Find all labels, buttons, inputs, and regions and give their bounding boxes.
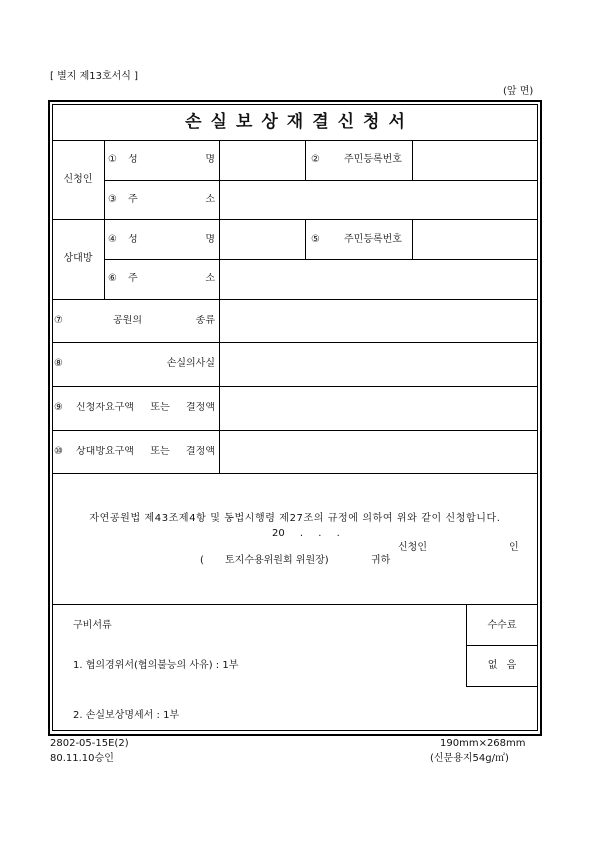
applicant-address-cell bbox=[220, 181, 537, 219]
counterparty-address-number: ⑥ bbox=[108, 273, 117, 284]
counterparty-rrn-label: 주민등록번호 bbox=[344, 234, 402, 245]
declaration-date: 20 . . . bbox=[272, 528, 340, 539]
counterparty-name-number: ④ bbox=[108, 234, 117, 245]
fee-value: 없 음 bbox=[487, 660, 517, 671]
loss-facts-label: 손실의사실 bbox=[166, 358, 215, 369]
loss-facts-number: ⑧ bbox=[54, 358, 63, 369]
counterparty-demand-number: ⑩ bbox=[54, 446, 63, 457]
applicant-demand-number: ⑨ bbox=[54, 402, 63, 413]
grid-line-v bbox=[305, 140, 306, 180]
grid-line-v bbox=[466, 604, 467, 686]
applicant-section-label: 신청인 bbox=[63, 174, 93, 185]
applicant-name-number: ① bbox=[108, 154, 117, 165]
counterparty-demand-cell bbox=[220, 431, 537, 473]
grid-line-v bbox=[305, 219, 306, 259]
documents-heading: 구비서류 bbox=[73, 620, 112, 631]
declaration-statement: 자연공원법 제43조제4항 및 동법시행령 제27조의 규정에 의하여 위와 같이 신청합니다. bbox=[89, 513, 501, 524]
counterparty-demand-label: 상대방요구액 또는 결정액 bbox=[76, 446, 215, 457]
form-number: [ 별지 제13호서식 ] bbox=[50, 71, 139, 82]
footer-form-code: 2802-05-15E(2) bbox=[50, 738, 129, 749]
counterparty-name-cell bbox=[220, 220, 305, 259]
applicant-demand-label: 신청자요구액 또는 결정액 bbox=[76, 402, 215, 413]
counterparty-section-label: 상대방 bbox=[63, 253, 93, 264]
loss-facts-cell bbox=[220, 343, 537, 386]
counterparty-address-label: 주 소 bbox=[128, 273, 215, 284]
counterparty-rrn-number: ⑤ bbox=[311, 234, 320, 245]
counterparty-address-cell bbox=[220, 260, 537, 299]
applicant-rrn-label: 주민등록번호 bbox=[344, 154, 402, 165]
document-item: 1. 협의경위서(협의불능의 사유) : 1부 bbox=[73, 660, 239, 671]
recipient-honorific: 귀하 bbox=[371, 555, 391, 566]
park-type-cell bbox=[220, 300, 537, 342]
grid-line-h bbox=[466, 686, 538, 687]
applicant-rrn-number: ② bbox=[311, 154, 320, 165]
applicant-address-label: 주 소 bbox=[128, 194, 215, 205]
footer-paper-size: 190mm×268mm bbox=[440, 738, 526, 749]
recipient-label: 토지수용위원회 위원장) bbox=[225, 555, 329, 566]
park-type-number: ⑦ bbox=[54, 315, 63, 326]
declaration-seal: 인 bbox=[509, 542, 519, 553]
footer-approval: 80.11.10승인 bbox=[50, 753, 114, 764]
applicant-name-label: 성 명 bbox=[128, 154, 215, 165]
applicant-demand-cell bbox=[220, 387, 537, 430]
park-type-label: 공원의 종류 bbox=[113, 315, 215, 326]
fee-label: 수수료 bbox=[487, 620, 517, 631]
form-title: 손실보상재결신청서 bbox=[185, 112, 414, 132]
applicant-rrn-cell bbox=[413, 141, 537, 180]
recipient-open-paren: ( bbox=[200, 555, 204, 566]
grid-line-v bbox=[104, 140, 105, 299]
counterparty-name-label: 성 명 bbox=[128, 234, 215, 245]
document-item: 2. 손실보상명세서 : 1부 bbox=[73, 710, 180, 721]
counterparty-rrn-cell bbox=[413, 220, 537, 259]
grid-line-h bbox=[466, 645, 538, 646]
applicant-name-cell bbox=[220, 141, 305, 180]
applicant-address-number: ③ bbox=[108, 194, 117, 205]
declaration-applicant-label: 신청인 bbox=[398, 542, 427, 553]
footer-paper-type: (신문용지54g/㎡) bbox=[430, 753, 509, 764]
grid-line-h bbox=[52, 473, 538, 474]
page-side-label: (앞 면) bbox=[503, 86, 534, 97]
